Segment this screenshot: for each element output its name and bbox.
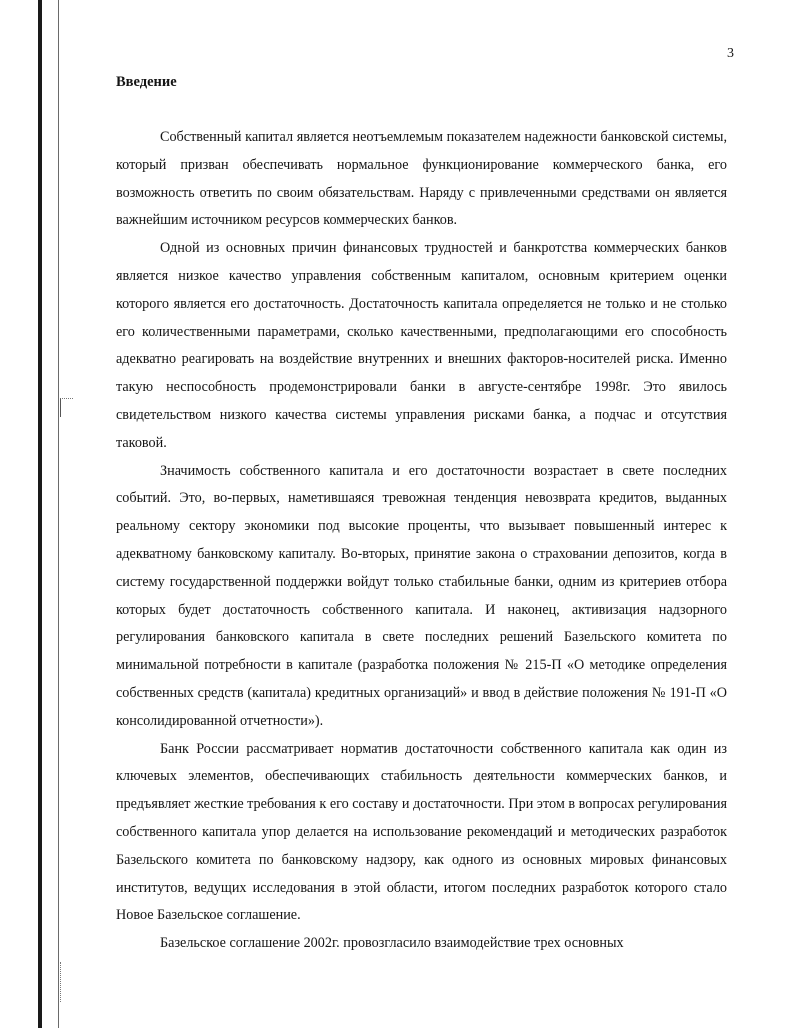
- scan-margin-mark: [60, 398, 73, 417]
- scan-margin-line: [58, 0, 59, 1028]
- paragraph-2: Одной из основных причин финансовых трудностей и банкротства коммерческих банков является низкое качество управления собственным капиталом, основным критерием оценки которого является его достаточность. Достаточность капитала определяется не только и не столько его количественными параметрами, сколько качественными, предполагающими его способность адекватно реагировать на воздействие внутренних и внешних факторов-носителей риска. Именно такую неспособность продемонстрировали банки в августе-сентябре 1998г. Это явилось свидетельством низкого качества системы управления рисками банка, а подчас и отсутствия таковой.: [116, 240, 727, 451]
- paragraph-5: Базельское соглашение 2002г. провозгласило взаимодействие трех основных: [160, 935, 624, 952]
- scan-margin-mark-bottom: [44, 962, 61, 1002]
- page-number: 3: [727, 46, 734, 61]
- paragraph-3: Значимость собственного капитала и его достаточности возрастает в свете последних событий. Это, во-первых, наметившаяся тревожная тенденция невозврата кредитов, выданных реальному сектору экономики под высокие проценты, что вызывает повышенный интерес к адекватному банковскому капиталу. Во-вторых, принятие закона о страховании депозитов, когда в систему государственной поддержки войдут только стабильные банки, одним из критериев отбора которых будет достаточность собственного капитала. И наконец, активизация надзорного регулирования банковского капитала в свете последних решений Базельского комитета по минимальной потребности в капитале (разработка положения № 215-П «О методике определения собственных средств (капитала) кредитных организаций» и ввод в действие положения № 191-П «О консолидированной отчетности»).: [116, 462, 727, 729]
- scan-left-edge: [38, 0, 42, 1028]
- paragraph-1: Собственный капитал является неотъемлемым показателем надежности банковской системы, который призван обеспечивать нормальное функционирование коммерческого банка, его возможность ответить по своим обязательствам. Наряду с привлеченными средствами он является важнейшим источником ресурсов коммерческих банков.: [116, 129, 727, 229]
- body-text: [116, 124, 727, 958]
- section-heading: Введение: [116, 74, 177, 90]
- paragraph-4: Банк России рассматривает норматив достаточности собственного капитала как один из ключевых элементов, обеспечивающих стабильность деятельности коммерческих банков, и предъявляет жесткие требования к его составу и достаточности. При этом в вопросах регулирования собственного капитала упор делается на использование рекомендаций и методических разработок Базельского комитета по банковскому надзору, как одного из основных мировых финансовых институтов, ведущих исследования в этой области, итогом последних разработок которого стало Новое Базельское соглашение.: [116, 740, 727, 924]
